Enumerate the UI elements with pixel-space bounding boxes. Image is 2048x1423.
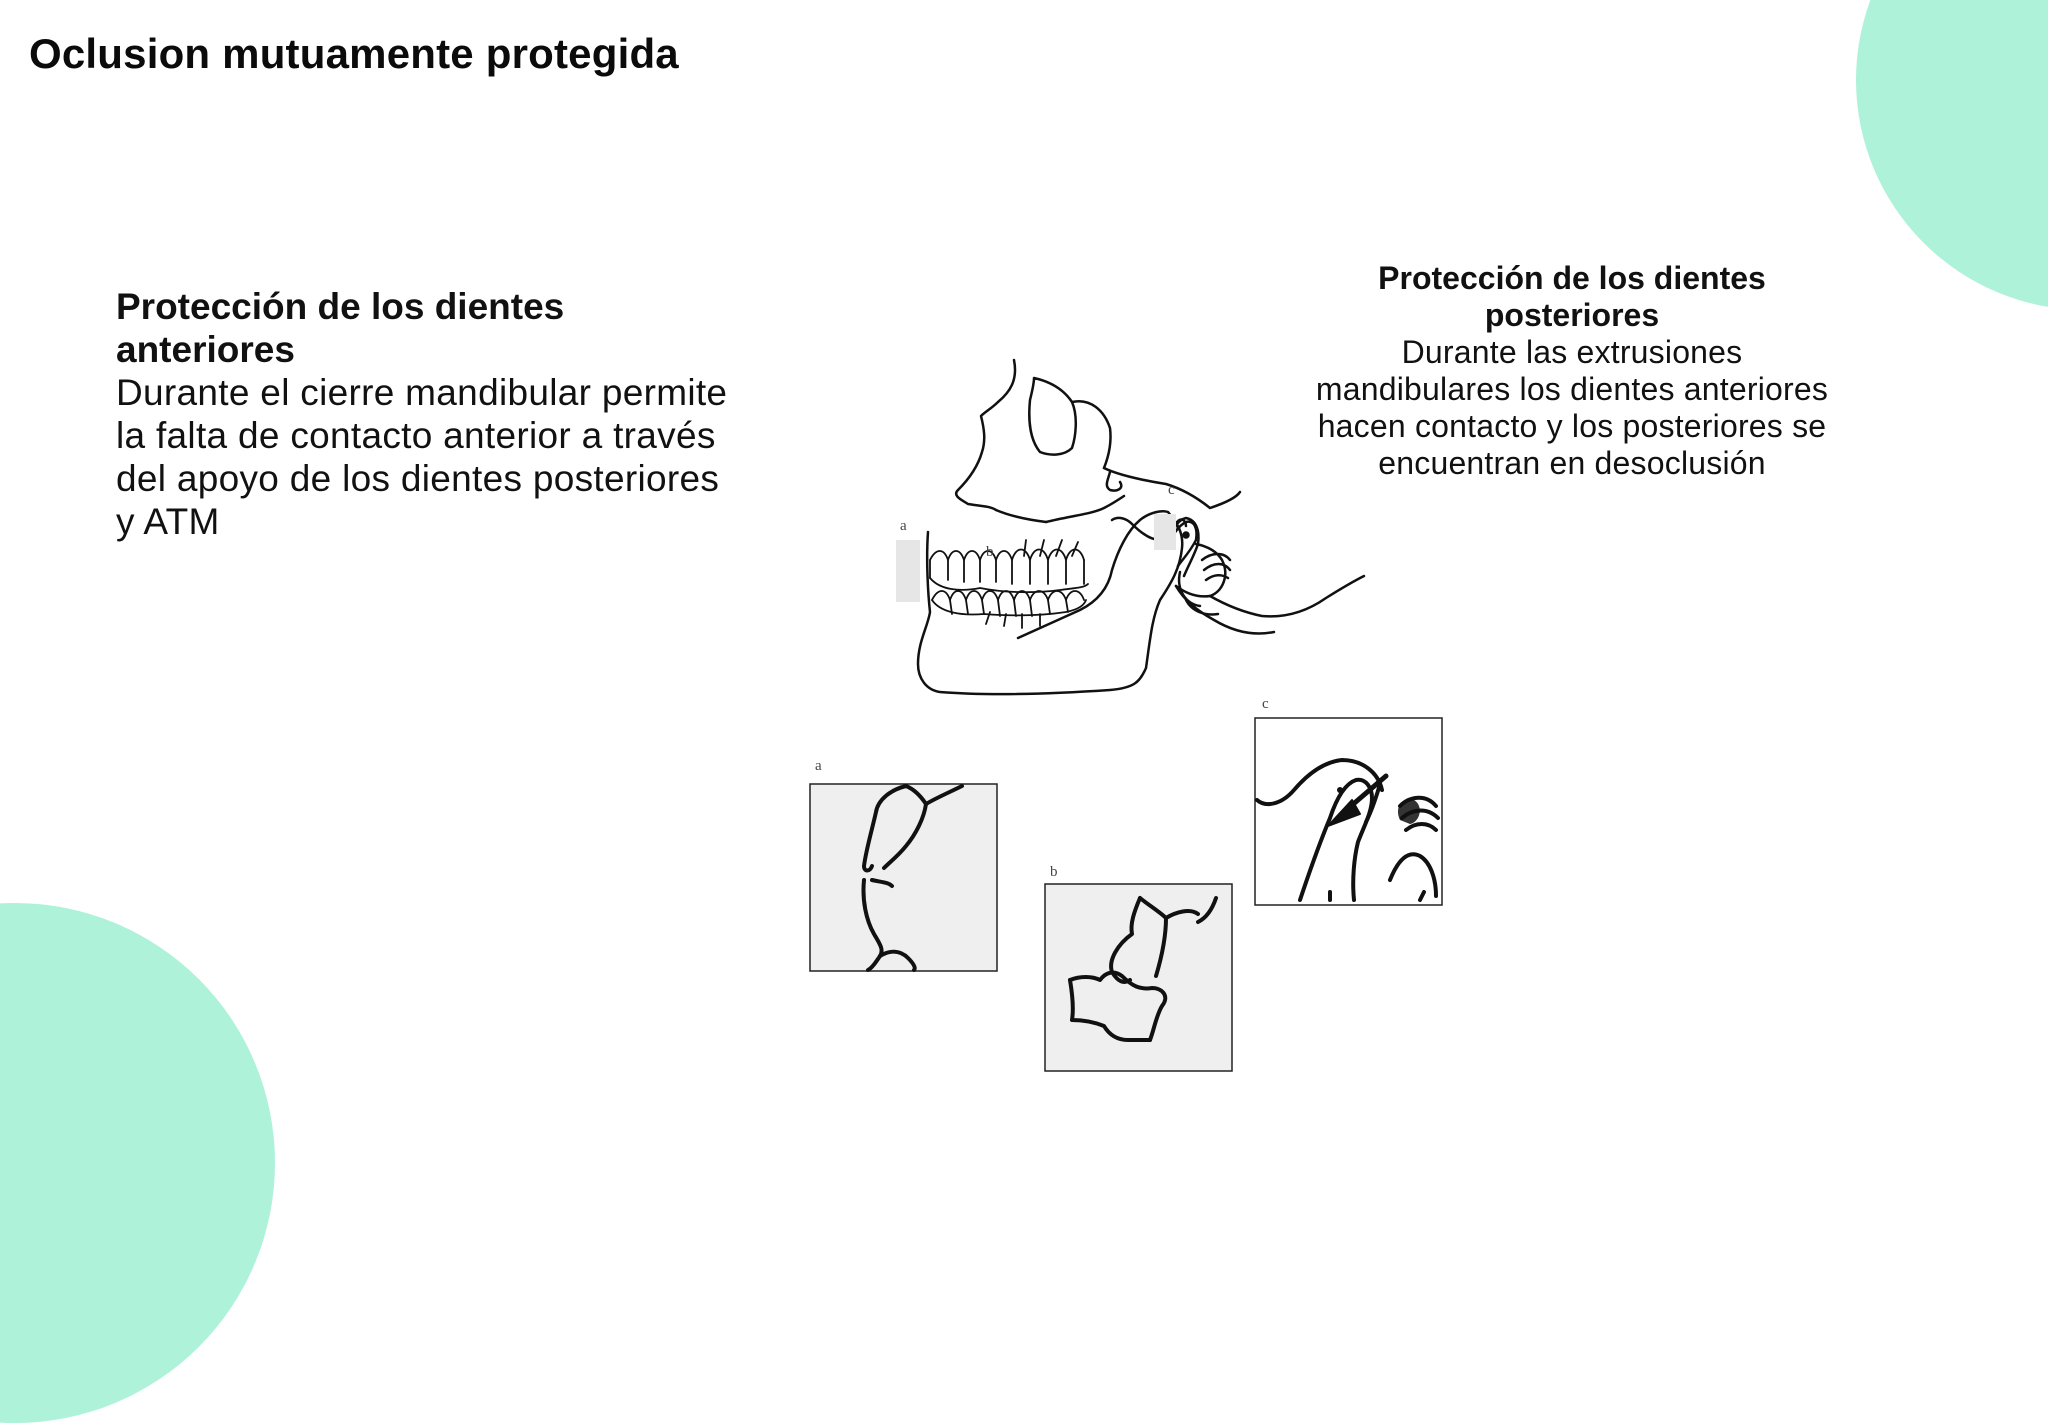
posterior-protection-heading: Protección de los dientes posteriores	[1378, 260, 1766, 333]
skull-lateral-drawing	[918, 360, 1364, 694]
anterior-protection-body: Durante el cierre mandibular permite la falta de contacto anterior a través del apoyo de los dientes posteriores y ATM	[116, 372, 728, 542]
posterior-protection-body: Durante las extrusiones mandibulares los dientes anteriores hacen contacto y los posteriores se encuentran en desoclusión	[1315, 334, 1829, 481]
inset-label-b: b	[1050, 864, 1058, 880]
inset-c-tmj-condyle	[1255, 696, 1442, 905]
shading-patch	[1154, 514, 1176, 550]
anterior-protection-heading: Protección de los dientes anteriores	[116, 286, 565, 370]
skull-label-b: b	[986, 544, 994, 560]
inset-label-c: c	[1262, 696, 1269, 712]
skull-label-c: c	[1168, 482, 1175, 498]
skull-label-a: a	[900, 518, 907, 534]
inset-b-posterior-contact	[1045, 864, 1232, 1071]
inset-label-a: a	[815, 758, 822, 774]
inset-a-anterior-contact	[810, 758, 997, 971]
slide-title: Oclusion mutuamente protegida	[29, 30, 679, 77]
shading-patch	[896, 540, 920, 602]
